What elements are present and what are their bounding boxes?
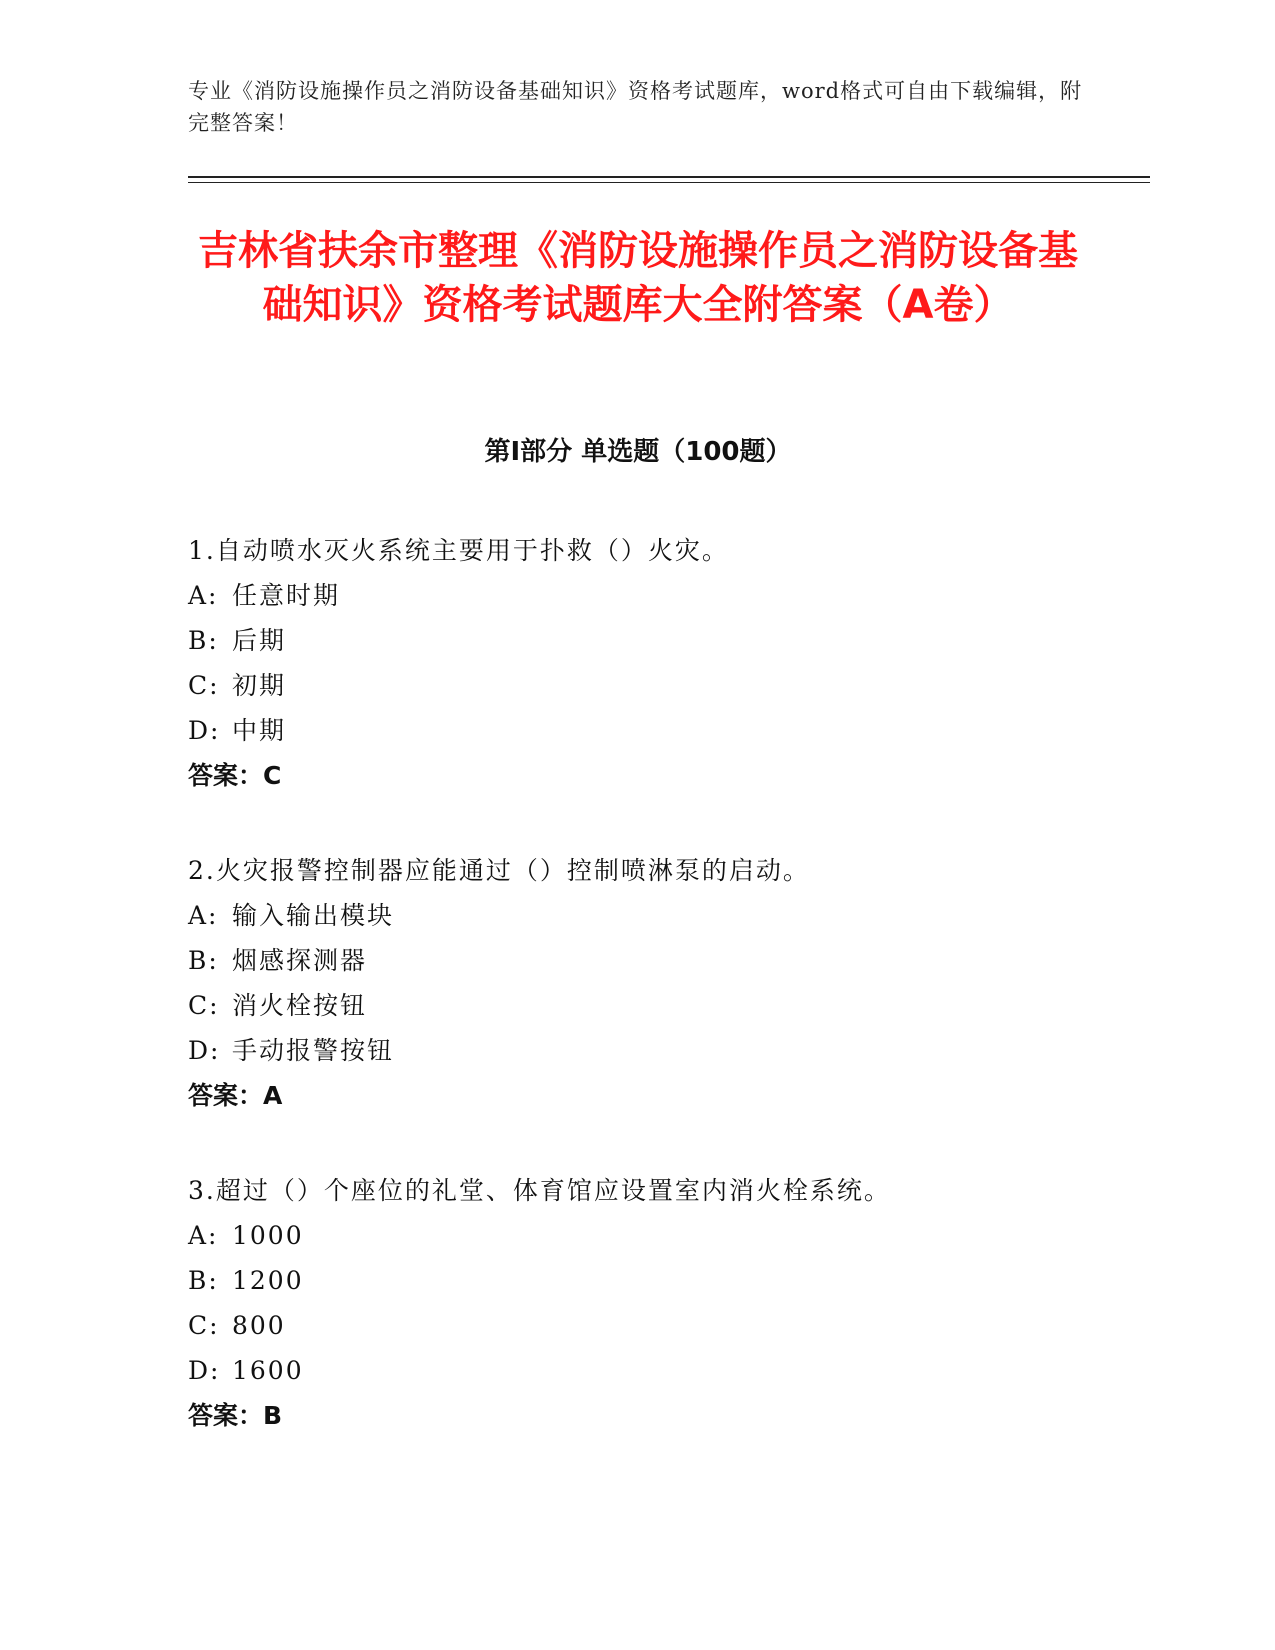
answer-label: 答案：A [188, 1081, 283, 1110]
option-key: B: [188, 946, 219, 975]
header-divider-thin [188, 182, 1150, 183]
option-a [188, 893, 1088, 938]
option-b [188, 938, 1088, 983]
option-c [188, 663, 1088, 708]
question-1 [188, 528, 1088, 798]
option-b [188, 1258, 1088, 1303]
option-text: 800 [232, 1311, 286, 1340]
option-key: D: [188, 1036, 221, 1065]
document-title: 吉林省扶余市整理《消防设施操作员之消防设备基础知识》资格考试题库大全附答案（A卷） [198, 228, 1078, 328]
option-a [188, 573, 1088, 618]
option-key: A: [188, 581, 219, 610]
option-text: 中期 [232, 716, 287, 745]
question-stem: 1.自动喷水灭火系统主要用于扑救（）火灾。 [188, 536, 729, 565]
option-key: D: [188, 1356, 221, 1385]
option-key: C: [188, 1311, 220, 1340]
option-text: 烟感探测器 [232, 946, 368, 975]
option-d [188, 708, 1088, 753]
option-d [188, 1348, 1088, 1393]
option-key: C: [188, 991, 220, 1020]
question-2 [188, 848, 1088, 1118]
header-divider-thick [188, 176, 1150, 178]
option-c [188, 1303, 1088, 1348]
option-text: 输入输出模块 [232, 901, 395, 930]
option-d [188, 1028, 1088, 1073]
answer-label: 答案：B [188, 1401, 283, 1430]
option-text: 任意时期 [232, 581, 341, 610]
header-note: 专业《消防设施操作员之消防设备基础知识》资格考试题库，word格式可自由下载编辑，附完整答案！ [188, 79, 1083, 135]
option-key: B: [188, 1266, 219, 1295]
question-3 [188, 1168, 1088, 1438]
option-a [188, 1213, 1088, 1258]
option-text: 手动报警按钮 [232, 1036, 395, 1065]
option-text: 消火栓按钮 [232, 991, 368, 1020]
option-key: D: [188, 716, 221, 745]
option-text: 后期 [232, 626, 287, 655]
option-text: 1200 [232, 1266, 304, 1295]
option-key: C: [188, 671, 220, 700]
option-text: 1000 [232, 1221, 304, 1250]
option-b [188, 618, 1088, 663]
option-key: A: [188, 901, 219, 930]
section-title: 第Ⅰ部分 单选题（100题） [484, 437, 792, 467]
option-text: 1600 [232, 1356, 304, 1385]
option-text: 初期 [232, 671, 287, 700]
option-key: A: [188, 1221, 219, 1250]
answer-label: 答案：C [188, 761, 282, 790]
question-stem: 2.火灾报警控制器应能通过（）控制喷淋泵的启动。 [188, 856, 810, 885]
option-key: B: [188, 626, 219, 655]
option-c [188, 983, 1088, 1028]
question-stem: 3.超过（）个座位的礼堂、体育馆应设置室内消火栓系统。 [188, 1176, 891, 1205]
